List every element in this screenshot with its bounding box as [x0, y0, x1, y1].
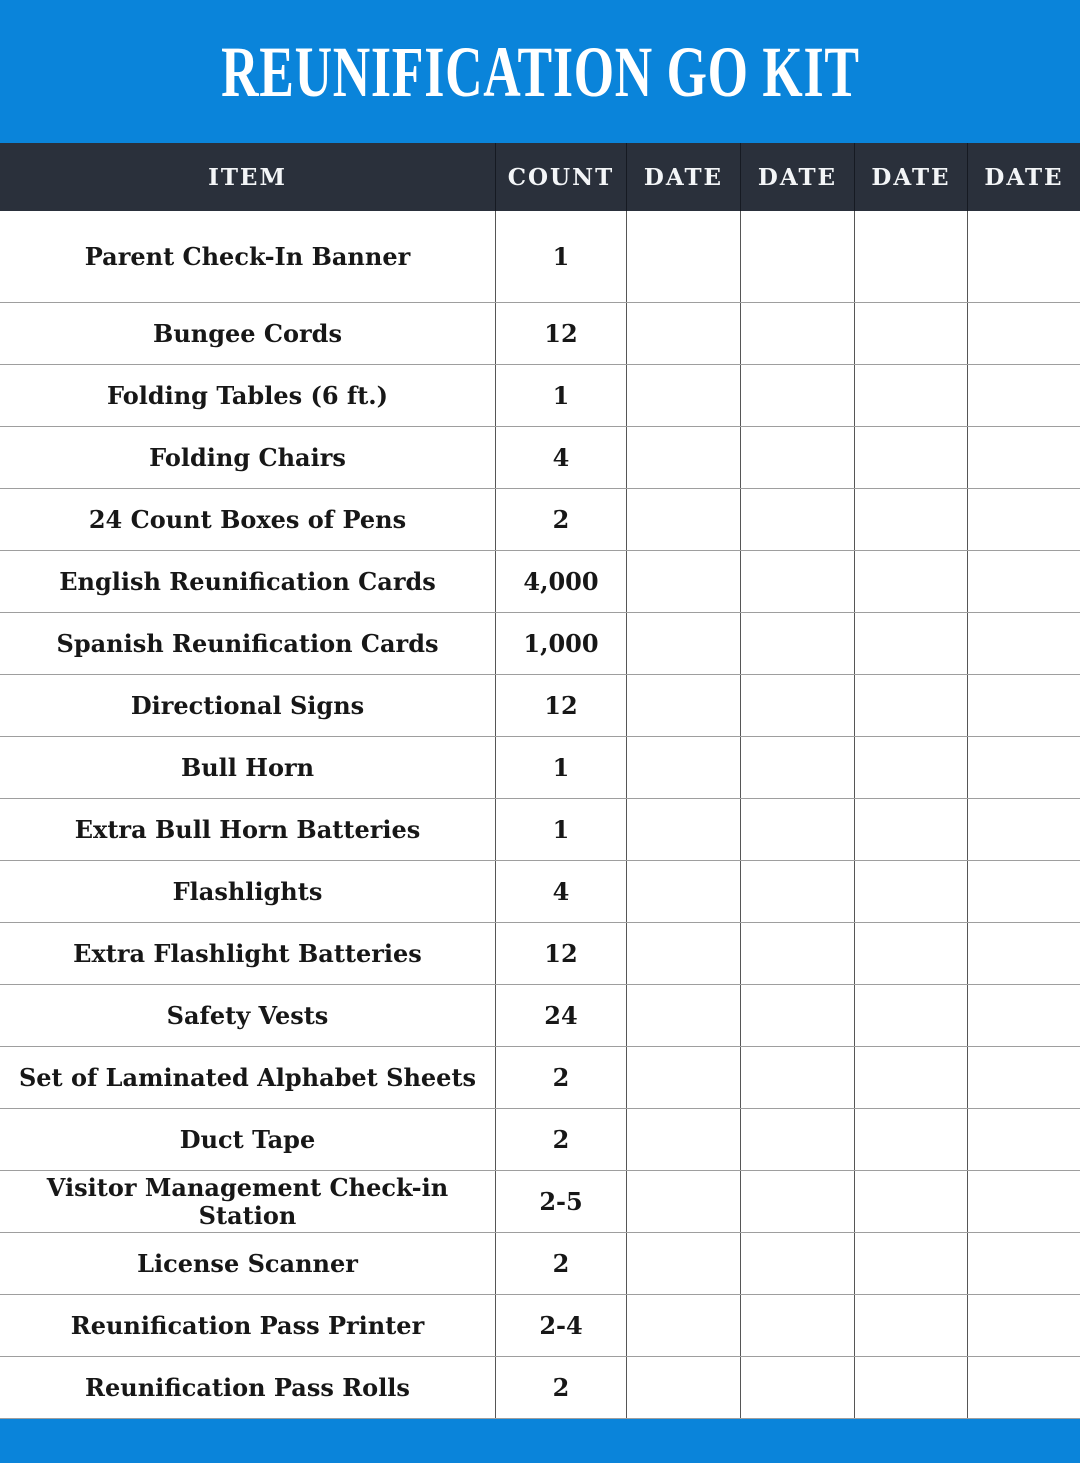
page-title: REUNIFICATION GO KIT [220, 31, 860, 112]
table-row [0, 1171, 1080, 1233]
table-row [0, 1295, 1080, 1357]
date-cell[interactable] [854, 1357, 967, 1418]
date-cell[interactable] [740, 365, 854, 426]
item-cell: Extra Bull Horn Batteries [74, 814, 421, 844]
date-cell[interactable] [740, 303, 854, 364]
date-cell[interactable] [740, 675, 854, 736]
count-cell: 2 [495, 1109, 626, 1170]
item-cell: English Reunification Cards [59, 566, 436, 596]
table-row [0, 737, 1080, 799]
date-cell[interactable] [626, 675, 740, 736]
date-cell[interactable] [626, 985, 740, 1046]
date-cell[interactable] [626, 551, 740, 612]
date-cell[interactable] [967, 1233, 1080, 1294]
date-cell[interactable] [626, 1357, 740, 1418]
count-cell: 4,000 [495, 551, 626, 612]
table-row [0, 1109, 1080, 1171]
table-row [0, 1047, 1080, 1109]
count-cell: 1 [495, 211, 626, 302]
date-cell[interactable] [854, 861, 967, 922]
count-cell: 12 [495, 303, 626, 364]
date-cell[interactable] [740, 985, 854, 1046]
date-cell[interactable] [626, 923, 740, 984]
count-cell: 2-5 [495, 1171, 626, 1232]
item-cell: Reunification Pass Rolls [85, 1372, 410, 1402]
date-cell[interactable] [854, 737, 967, 798]
bottom-banner [0, 1419, 1080, 1463]
date-cell[interactable] [854, 613, 967, 674]
item-cell: Duct Tape [179, 1124, 316, 1154]
date-cell[interactable] [740, 737, 854, 798]
count-cell: 2 [495, 1357, 626, 1418]
date-cell[interactable] [967, 613, 1080, 674]
date-cell[interactable] [967, 1295, 1080, 1356]
date-cell[interactable] [740, 799, 854, 860]
date-cell[interactable] [854, 1109, 967, 1170]
table-row [0, 923, 1080, 985]
date-cell[interactable] [626, 303, 740, 364]
date-cell[interactable] [967, 211, 1080, 302]
item-cell: Reunification Pass Printer [70, 1310, 425, 1340]
date-cell[interactable] [967, 365, 1080, 426]
item-cell: Set of Laminated Alphabet Sheets [18, 1062, 477, 1092]
date-cell[interactable] [740, 489, 854, 550]
date-cell[interactable] [854, 489, 967, 550]
item-cell: Parent Check-In Banner [84, 241, 411, 271]
date-cell[interactable] [854, 1233, 967, 1294]
column-header-date: DATE [740, 143, 854, 211]
date-cell[interactable] [854, 923, 967, 984]
date-cell[interactable] [626, 427, 740, 488]
date-cell[interactable] [967, 737, 1080, 798]
date-cell[interactable] [626, 861, 740, 922]
date-cell[interactable] [626, 799, 740, 860]
item-cell: Bull Horn [180, 752, 315, 782]
table-row [0, 211, 1080, 303]
count-cell: 1 [495, 737, 626, 798]
date-cell[interactable] [740, 1171, 854, 1232]
date-cell[interactable] [967, 303, 1080, 364]
table-row [0, 489, 1080, 551]
column-header-item: ITEM [208, 163, 287, 191]
column-header-date: DATE [854, 143, 967, 211]
item-cell: Extra Flashlight Batteries [73, 938, 422, 968]
date-cell[interactable] [626, 1233, 740, 1294]
date-cell[interactable] [854, 1047, 967, 1108]
table-row [0, 675, 1080, 737]
column-header-count: COUNT [495, 143, 626, 211]
count-cell: 24 [495, 985, 626, 1046]
table-row [0, 985, 1080, 1047]
count-cell: 2 [495, 1233, 626, 1294]
item-cell: Directional Signs [130, 690, 365, 720]
item-cell: Folding Chairs [149, 442, 346, 472]
date-cell[interactable] [967, 489, 1080, 550]
count-cell: 1 [495, 365, 626, 426]
date-cell[interactable] [740, 1109, 854, 1170]
top-banner [0, 0, 1080, 143]
date-cell[interactable] [854, 985, 967, 1046]
date-cell[interactable] [854, 551, 967, 612]
date-cell[interactable] [854, 799, 967, 860]
date-cell[interactable] [626, 1047, 740, 1108]
date-cell[interactable] [967, 985, 1080, 1046]
count-cell: 2 [495, 489, 626, 550]
item-cell: Bungee Cords [153, 318, 342, 348]
date-cell[interactable] [626, 365, 740, 426]
date-cell[interactable] [854, 211, 967, 302]
date-cell[interactable] [967, 1171, 1080, 1232]
count-cell: 1 [495, 799, 626, 860]
date-cell[interactable] [740, 861, 854, 922]
item-cell: 24 Count Boxes of Pens [88, 504, 407, 534]
date-cell[interactable] [626, 489, 740, 550]
count-cell: 2 [495, 1047, 626, 1108]
item-cell: Visitor Management Check-in Station [46, 1172, 449, 1230]
date-cell[interactable] [967, 799, 1080, 860]
date-cell[interactable] [626, 1109, 740, 1170]
date-cell[interactable] [854, 427, 967, 488]
table-row [0, 427, 1080, 489]
table-row [0, 861, 1080, 923]
date-cell[interactable] [967, 1109, 1080, 1170]
table-row [0, 551, 1080, 613]
date-cell[interactable] [740, 1047, 854, 1108]
date-cell[interactable] [626, 737, 740, 798]
table-row [0, 303, 1080, 365]
item-cell: Folding Tables (6 ft.) [106, 380, 388, 410]
date-cell[interactable] [626, 1295, 740, 1356]
count-cell: 4 [495, 427, 626, 488]
date-cell[interactable] [967, 675, 1080, 736]
table-row [0, 1233, 1080, 1295]
table-row [0, 1357, 1080, 1419]
date-cell[interactable] [854, 1295, 967, 1356]
table-row [0, 365, 1080, 427]
count-cell: 2-4 [495, 1295, 626, 1356]
date-cell[interactable] [854, 303, 967, 364]
date-cell[interactable] [740, 923, 854, 984]
date-cell[interactable] [740, 551, 854, 612]
date-cell[interactable] [740, 1233, 854, 1294]
date-cell[interactable] [854, 1171, 967, 1232]
column-header-date: DATE [626, 143, 740, 211]
date-cell[interactable] [626, 613, 740, 674]
table-row [0, 613, 1080, 675]
date-cell[interactable] [967, 923, 1080, 984]
date-cell[interactable] [740, 427, 854, 488]
date-cell[interactable] [854, 675, 967, 736]
count-cell: 1,000 [495, 613, 626, 674]
date-cell[interactable] [967, 1047, 1080, 1108]
item-cell: License Scanner [137, 1248, 358, 1278]
date-cell[interactable] [740, 1357, 854, 1418]
date-cell[interactable] [854, 365, 967, 426]
date-cell[interactable] [967, 1357, 1080, 1418]
date-cell[interactable] [740, 211, 854, 302]
count-cell: 12 [495, 923, 626, 984]
checklist-table [0, 211, 1080, 1419]
date-cell[interactable] [740, 613, 854, 674]
column-header-date: DATE [967, 143, 1080, 211]
date-cell[interactable] [967, 861, 1080, 922]
date-cell[interactable] [626, 211, 740, 302]
count-cell: 12 [495, 675, 626, 736]
table-row [0, 799, 1080, 861]
count-cell: 4 [495, 861, 626, 922]
date-cell[interactable] [967, 551, 1080, 612]
date-cell[interactable] [967, 427, 1080, 488]
item-cell: Safety Vests [166, 1000, 329, 1030]
item-cell: Spanish Reunification Cards [56, 628, 439, 658]
table-header-row [0, 143, 1080, 211]
item-cell: Flashlights [172, 876, 323, 906]
date-cell[interactable] [740, 1295, 854, 1356]
date-cell[interactable] [626, 1171, 740, 1232]
